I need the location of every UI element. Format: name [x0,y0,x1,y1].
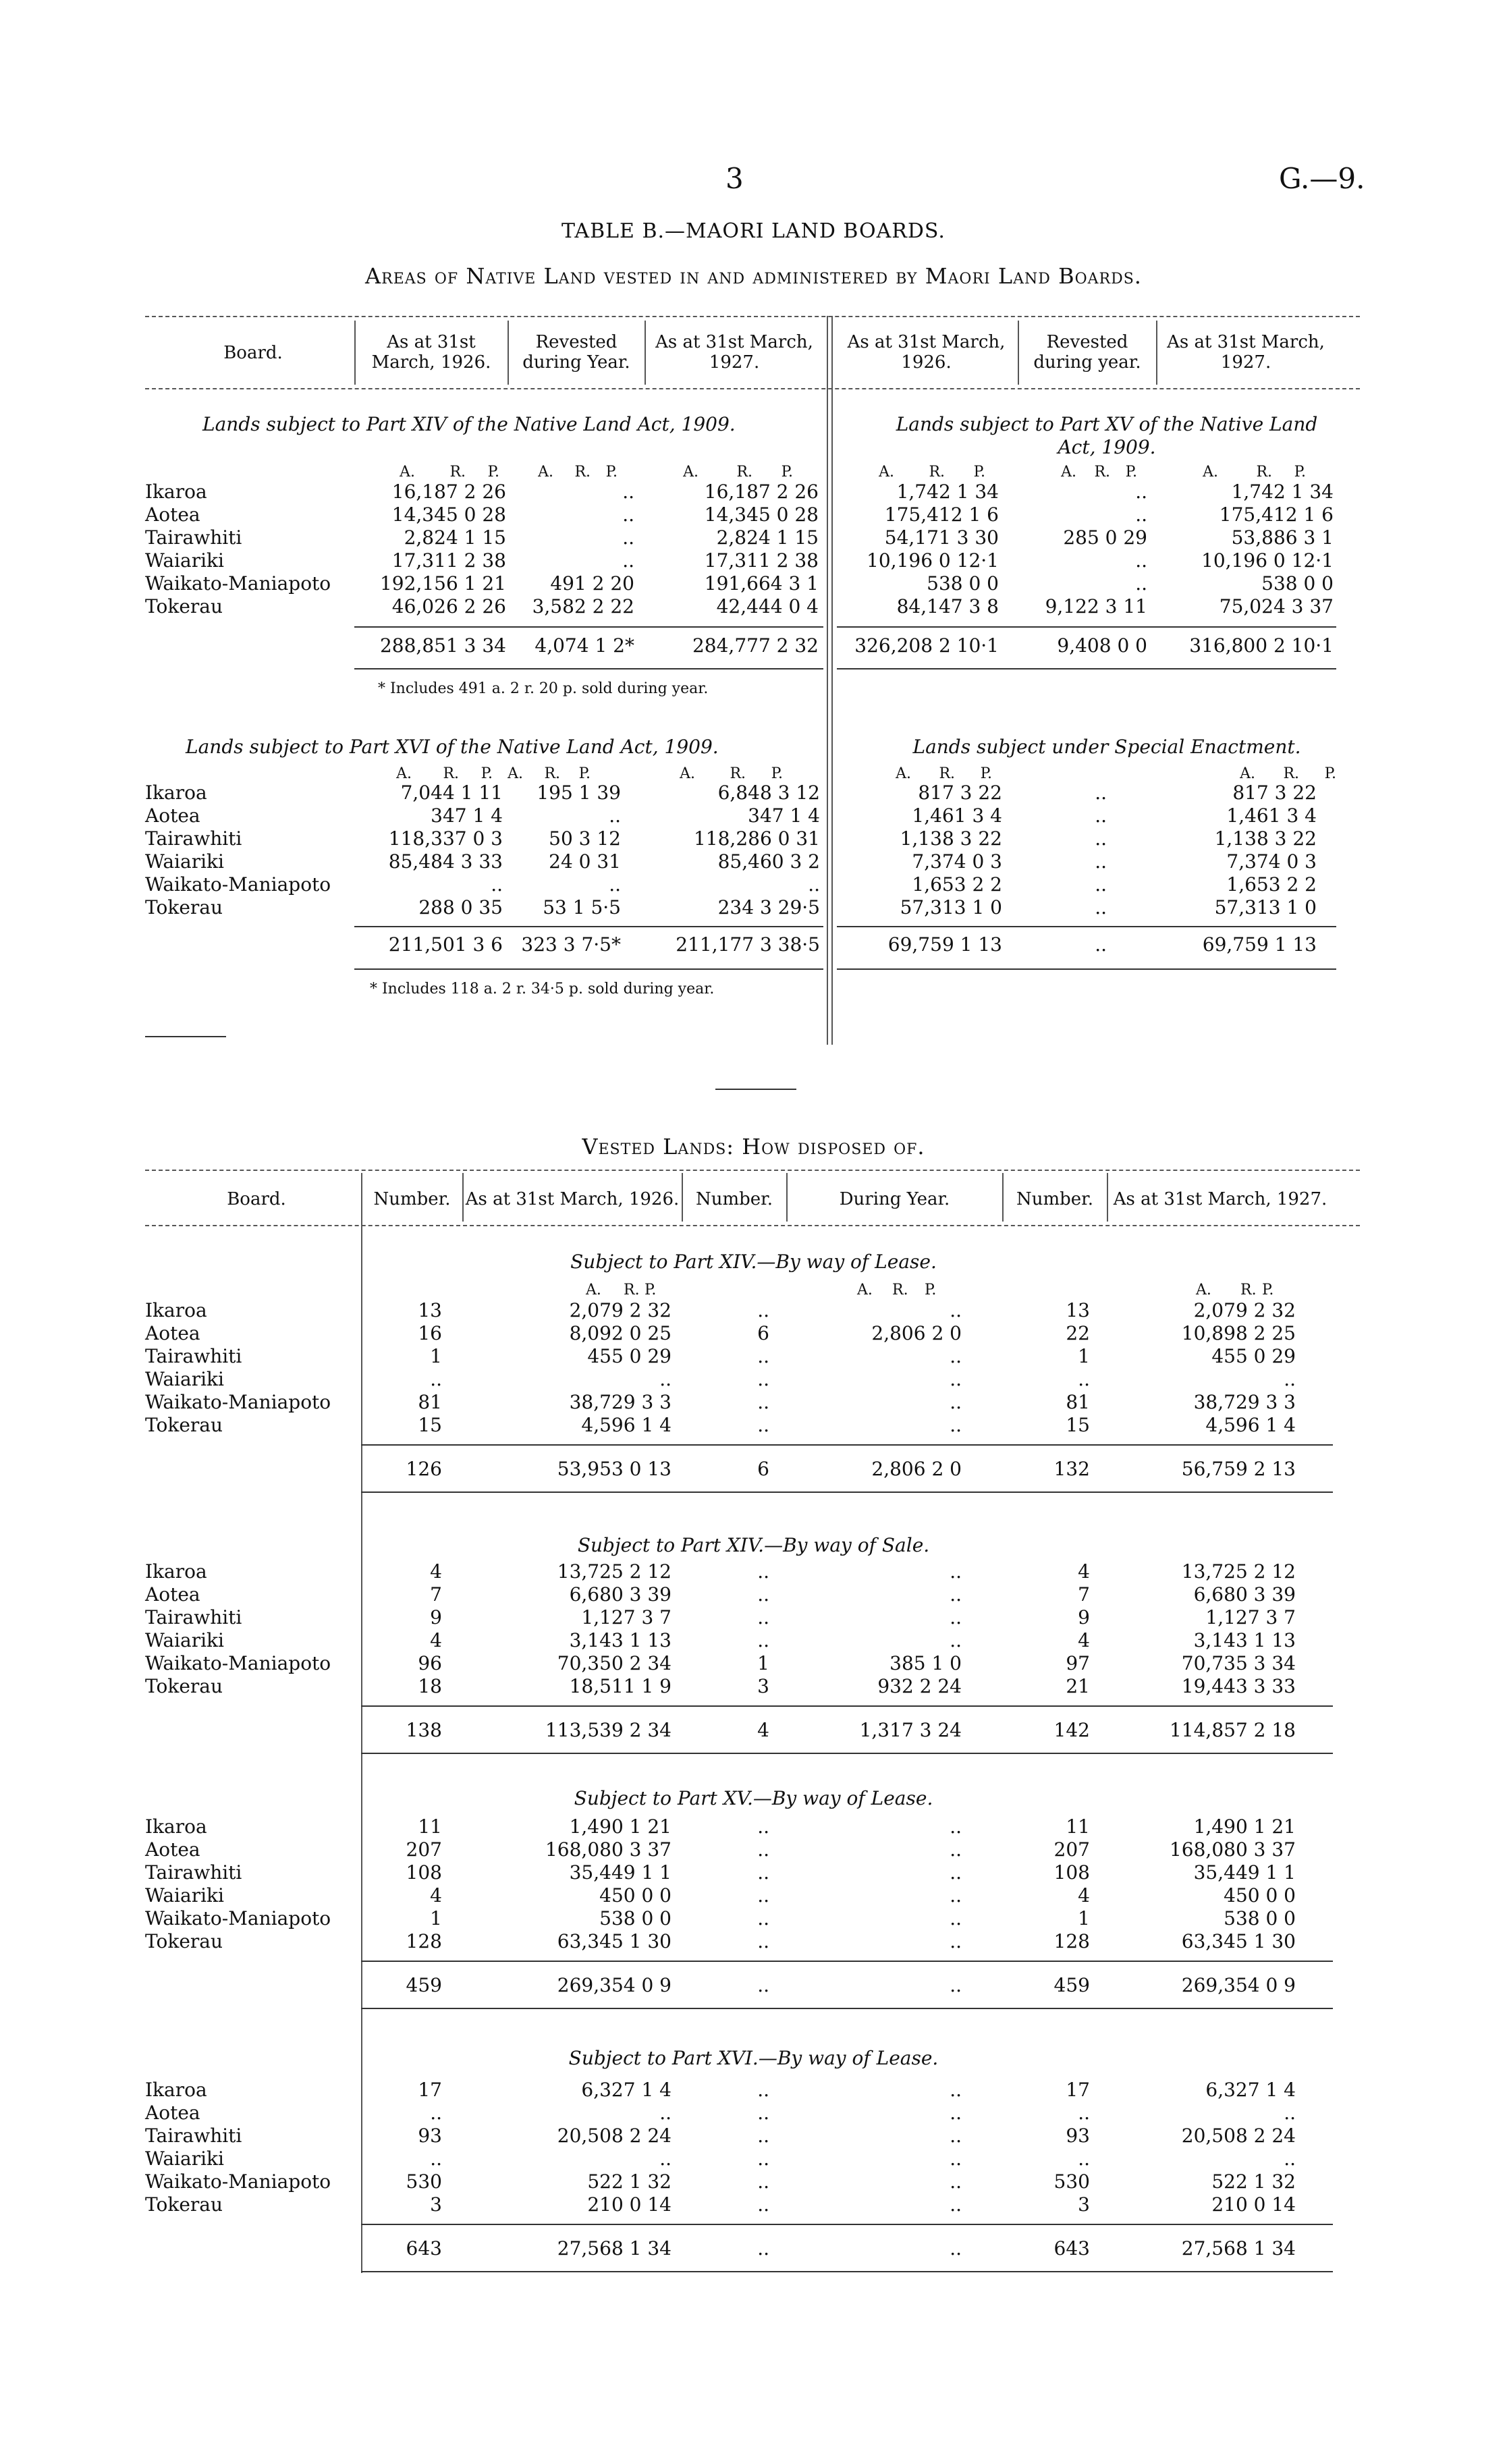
section-2-num-during: .. .. .. .. .. .. [757,1815,769,1952]
section-caption-1: Subject to Part XIV.—By way of Sale. [577,1534,930,1556]
col-header-revested: Revested during Year. [522,332,630,373]
special-total-1926: 69,759 1 13 [887,933,1002,956]
section-3-boards: Ikaroa Aotea Tairawhiti Waiariki Waikato-Maniapoto Tokerau [145,2079,331,2216]
part14-board-labels [145,481,354,618]
part14-caption: Lands subject to Part XIV of the Native Land Act, 1909. [202,413,736,435]
vested-col-1927: As at 31st March, 1927. [1113,1189,1327,1209]
section-0-num-during: .. 6 .. .. .. .. [757,1299,769,1436]
section-0-area-1927: 2,079 2 32 10,898 2 25 455 0 29 .. 38,729 3 3 4,596 1 4 [1181,1299,1296,1436]
board-label: Aotea [145,503,200,526]
vested-col-number-1: Number. [373,1189,451,1209]
board-label: Waiariki [145,850,224,873]
section-1-num-1927: 4 7 9 4 97 21 [1066,1560,1090,1697]
special-col-1927: 817 3 22 1,461 3 4 1,138 3 22 7,374 0 3 1,653 2 2 57,313 1 0 [1214,782,1317,919]
section-0-num-1926: 13 16 1 .. 81 15 [418,1299,442,1436]
col-header-board: Board. [223,343,283,363]
board-label: Tokerau [145,896,223,919]
part16-caption: Lands subject to Part XVI of the Native Land Act, 1909. [186,736,719,758]
section-2-num-1927: 11 207 108 4 1 128 [1053,1815,1090,1952]
part16-total-revested: 323 3 7·5* [521,933,621,956]
vested-col-number-3: Number. [1016,1189,1094,1209]
section-0-area-1926: 2,079 2 32 8,092 0 25 455 0 29 .. 38,729 3 3 4,596 1 4 [569,1299,672,1436]
board-label: Ikaroa [145,481,207,503]
board-label: Tairawhiti [145,827,242,850]
section-2-area-1927: 1,490 1 21 168,080 3 37 35,449 1 1 450 0 0 538 0 0 63,345 1 30 [1169,1815,1296,1952]
part14-total-1926: 288,851 3 34 [379,634,506,657]
part15-caption: Lands subject to Part XV of the Native Land Act, 1909. [896,413,1318,458]
section-caption-2: Subject to Part XV.—By way of Lease. [574,1787,933,1809]
special-caption: Lands subject under Special Enactment. [912,736,1301,758]
part15-total-1926: 326,208 2 10·1 [854,634,999,657]
page-number: 3 [725,162,744,195]
board-label: Waikato-Maniapoto [145,873,331,896]
section-3-num-1926: 17 .. 93 .. 530 3 [406,2079,442,2216]
section-1-num-during: .. .. .. .. 1 3 [757,1560,769,1697]
section-3-area-during: .. .. .. .. .. .. [950,2079,962,2216]
section-3-num-during: .. .. .. .. .. .. [757,2079,769,2216]
table-subtitle: Areas of Native Land vested in and administered by Maori Land Boards. [365,263,1142,289]
col-header-1927: As at 31st March, 1927. [655,332,813,373]
special-col-revested: .. .. .. .. .. .. [1095,782,1107,919]
vested-title: Vested Lands: How disposed of. [582,1134,925,1159]
section-1-area-during: .. .. .. .. 385 1 0 932 2 24 [877,1560,962,1697]
part15-total-1927: 316,800 2 10·1 [1189,634,1334,657]
col-header-1926-b: As at 31st March, 1926. [847,332,1006,373]
vested-col-1926: As at 31st March, 1926. [465,1189,680,1209]
special-units: A. R. P. A. R. P. [896,765,1336,782]
col-header-1926: As at 31st March, 1926. [371,332,491,373]
board-label: Ikaroa [145,782,207,804]
col-header-1927-b: As at 31st March, 1927. [1167,332,1325,373]
part15-col-1927: 1,742 1 34 175,412 1 6 53,886 3 1 10,196 0 12·1 538 0 0 75,024 3 37 [1201,481,1334,618]
part15-units: A. R. P. A. R. P. A. R. P. [879,464,1306,481]
section-3-area-1926: 6,327 1 4 .. 20,508 2 24 .. 522 1 32 210 0 14 [557,2079,672,2216]
part16-units: A. R. P. A. R. P. A. R. P. [396,765,783,782]
vested-col-number-2: Number. [695,1189,773,1209]
special-col-1926: 817 3 22 1,461 3 4 1,138 3 22 7,374 0 3 1,653 2 2 57,313 1 0 [900,782,1002,919]
section-1-num-1926: 4 7 9 4 96 18 [418,1560,442,1697]
section-1-area-1927: 13,725 2 12 6,680 3 39 1,127 3 7 3,143 1 13 70,735 3 34 19,443 3 33 [1181,1560,1296,1697]
board-label: Tokerau [145,595,223,618]
section-caption-3: Subject to Part XVI.—By way of Lease. [568,2047,939,2069]
part14-total-revested: 4,074 1 2* [535,634,634,657]
section-0-boards: Ikaroa Aotea Tairawhiti Waiariki Waikato-Maniapoto Tokerau [145,1299,331,1436]
part15-col-1926: 1,742 1 34 175,412 1 6 54,171 3 30 10,196 0 12·1 538 0 0 84,147 3 8 [867,481,999,618]
part16-col-revested: 195 1 39 .. 50 3 12 24 0 31 .. 53 1 5·5 [537,782,621,919]
board-label: Aotea [145,804,200,827]
part16-note: * Includes 118 a. 2 r. 34·5 p. sold during year. [370,981,715,997]
section-3-area-1927: 6,327 1 4 .. 20,508 2 24 .. 522 1 32 210 0 14 [1181,2079,1296,2216]
part16-total-1926: 211,501 3 6 [388,933,503,956]
part16-board-labels [145,782,354,919]
section-2-area-during: .. .. .. .. .. .. [950,1815,962,1952]
special-total-1927: 69,759 1 13 [1202,933,1317,956]
part16-col-1927: 6,848 3 12 347 1 4 118,286 0 31 85,460 3 2 .. 234 3 29·5 [693,782,820,919]
part14-units: A. R. P. A. R. P. A. R. P. [400,464,793,481]
col-header-revested-b: Revested during year. [1033,332,1141,373]
vested-col-board: Board. [227,1189,286,1209]
section-1-boards: Ikaroa Aotea Tairawhiti Waiariki Waikato-Maniapoto Tokerau [145,1560,331,1697]
part16-col-1926: 7,044 1 11 347 1 4 118,337 0 3 85,484 3 33 .. 288 0 35 [388,782,503,919]
section-caption-0: Subject to Part XIV.—By way of Lease. [570,1251,937,1273]
table-title: TABLE B.—MAORI LAND BOARDS. [561,219,946,243]
section-1-area-1926: 13,725 2 12 6,680 3 39 1,127 3 7 3,143 1 13 70,350 2 34 18,511 1 9 [557,1560,672,1697]
part15-col-revested: .. .. 285 0 29 .. .. 9,122 3 11 [1045,481,1147,618]
part14-note: * Includes 491 a. 2 r. 20 p. sold during year. [378,680,709,697]
part14-total-1927: 284,777 2 32 [692,634,819,657]
board-label: Tairawhiti [145,526,242,549]
section-2-area-1926: 1,490 1 21 168,080 3 37 35,449 1 1 450 0 0 538 0 0 63,345 1 30 [545,1815,672,1952]
part14-col-1927: 16,187 2 26 14,345 0 28 2,824 1 15 17,311 2 38 191,664 3 1 42,444 0 4 [704,481,819,618]
part15-total-revested: 9,408 0 0 [1057,634,1147,657]
part14-col-1926: 16,187 2 26 14,345 0 28 2,824 1 15 17,311 2 38 192,156 1 21 46,026 2 26 [379,481,506,618]
section-0-num-1927: 13 22 1 .. 81 15 [1066,1299,1090,1436]
part16-total-1927: 211,177 3 38·5 [676,933,820,956]
board-label: Waikato-Maniapoto [145,572,331,595]
section-2-boards: Ikaroa Aotea Tairawhiti Waiariki Waikato-Maniapoto Tokerau [145,1815,331,1952]
special-total-revested: .. [1095,933,1107,956]
section-3-num-1927: 17 .. 93 .. 530 3 [1053,2079,1090,2216]
vested-col-during: During Year. [839,1189,950,1209]
document-reference: G.—9. [1279,162,1365,195]
part14-col-revested: .. .. .. .. 491 2 20 3,582 2 22 [532,481,634,618]
section-0-area-during: .. 2,806 2 0 .. .. .. .. [871,1299,962,1436]
board-label: Waiariki [145,549,224,572]
section-2-num-1926: 11 207 108 4 1 128 [406,1815,442,1952]
